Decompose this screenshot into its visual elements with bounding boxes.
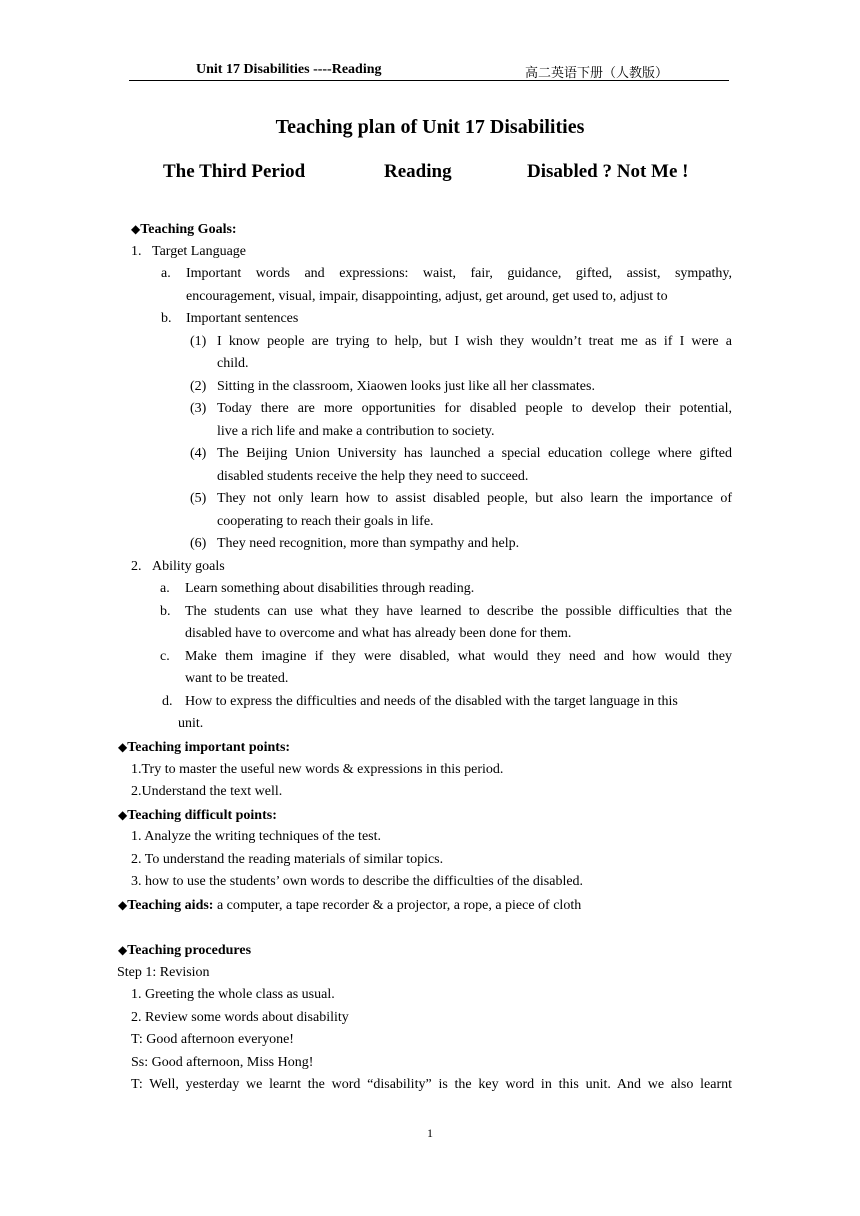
- subtitle-type: Reading: [384, 161, 452, 182]
- sentence-line: Today there are more opportunities for disabled people to develop their potential,: [217, 401, 732, 416]
- sentence-line: Sitting in the classroom, Xiaowen looks just like all her classmates.: [217, 379, 595, 394]
- sentence-line: The Beijing Union University has launched a special education college where gifted: [217, 446, 732, 461]
- goal-item-1: 1. Target Language: [131, 244, 246, 259]
- difficult-item: 2. To understand the reading materials of similar topics.: [131, 852, 444, 867]
- step-1: Step 1: Revision: [117, 965, 210, 980]
- item-marker: c.: [160, 649, 170, 664]
- header-rule: [129, 80, 729, 81]
- sentence-number: (2): [190, 379, 207, 394]
- ability-line: want to be treated.: [185, 671, 289, 686]
- procedures-heading: [118, 939, 251, 962]
- sentence-line: cooperating to reach their goals in life.: [217, 514, 434, 529]
- sentence-number: (6): [190, 536, 207, 551]
- sentence-number: (3): [190, 401, 207, 416]
- ability-line: unit.: [178, 716, 204, 731]
- words-line-1: Important words and expressions: waist, fair, guidance, gifted, assist, sympathy,: [186, 266, 732, 281]
- procedure-line: Ss: Good afternoon, Miss Hong!: [131, 1055, 314, 1070]
- important-item: 1.Try to master the useful new words & expressions in this period.: [131, 762, 504, 777]
- sentence-line: I know people are trying to help, but I wish they wouldn’t treat me as if I were a: [217, 334, 732, 349]
- aids-line: [118, 894, 581, 917]
- goals-heading-text: Teaching Goals:: [140, 222, 237, 237]
- bullet-diamond-icon: ◆: [131, 222, 141, 236]
- sentence-line: They not only learn how to assist disabled people, but also learn the importance of: [217, 491, 732, 506]
- sentence-line: disabled students receive the help they need to succeed.: [217, 469, 529, 484]
- item-marker: b.: [161, 311, 172, 326]
- bullet-diamond-icon: ◆: [118, 898, 128, 912]
- procedure-line: T: Well, yesterday we learnt the word “disability” is the key word in this unit. And we also learnt: [131, 1077, 732, 1092]
- bullet-diamond-icon: ◆: [118, 740, 128, 754]
- header-right: 高二英语下册（人教版）: [525, 66, 669, 81]
- sentence-line: live a rich life and make a contribution to society.: [217, 424, 495, 439]
- item-marker: d.: [162, 694, 173, 709]
- bullet-diamond-icon: ◆: [118, 943, 128, 957]
- bullet-diamond-icon: ◆: [118, 808, 128, 822]
- sentence-line: child.: [217, 356, 249, 371]
- aids-text: a computer, a tape recorder & a projector, a rope, a piece of cloth: [213, 898, 582, 913]
- ability-line: The students can use what they have learned to describe the possible difficulties that the: [185, 604, 732, 619]
- aids-heading: Teaching aids:: [127, 898, 214, 913]
- procedure-line: T: Good afternoon everyone!: [131, 1032, 294, 1047]
- procedure-line: 1. Greeting the whole class as usual.: [131, 987, 335, 1002]
- item-marker: a.: [161, 266, 171, 281]
- ability-line: How to express the difficulties and needs of the disabled with the target language in this: [185, 694, 678, 709]
- words-line-2: encouragement, visual, impair, disappointing, adjust, get around, get used to, adjust to: [186, 289, 668, 304]
- important-heading: [118, 736, 290, 759]
- difficult-heading: [118, 804, 277, 827]
- important-item: 2.Understand the text well.: [131, 784, 283, 799]
- ability-line: Make them imagine if they were disabled, what would they need and how would they: [185, 649, 732, 664]
- difficult-item: 3. how to use the students’ own words to describe the difficulties of the disabled.: [131, 874, 584, 889]
- difficult-heading-text: Teaching difficult points:: [127, 808, 277, 823]
- goals-heading: [131, 218, 237, 241]
- subtitle-period: The Third Period: [163, 161, 306, 182]
- goal-item-2: 2. Ability goals: [131, 559, 225, 574]
- sentence-number: (5): [190, 491, 207, 506]
- document-title: Teaching plan of Unit 17 Disabilities: [275, 116, 585, 138]
- ability-line: Learn something about disabilities through reading.: [185, 581, 475, 596]
- sentence-line: They need recognition, more than sympathy and help.: [217, 536, 520, 551]
- item-marker: b.: [160, 604, 171, 619]
- header-left: Unit 17 Disabilities ----Reading: [196, 62, 382, 77]
- item-marker: a.: [160, 581, 170, 596]
- sentences-label: Important sentences: [186, 311, 299, 326]
- sentence-number: (1): [190, 334, 207, 349]
- subtitle-topic: Disabled ? Not Me !: [527, 161, 689, 182]
- procedures-heading-text: Teaching procedures: [127, 943, 252, 958]
- sentence-number: (4): [190, 446, 207, 461]
- difficult-item: 1. Analyze the writing techniques of the test.: [131, 829, 381, 844]
- important-heading-text: Teaching important points:: [127, 740, 291, 755]
- page-number: 1: [427, 1126, 433, 1140]
- ability-line: disabled have to overcome and what has already been done for them.: [185, 626, 572, 641]
- procedure-line: 2. Review some words about disability: [131, 1010, 349, 1025]
